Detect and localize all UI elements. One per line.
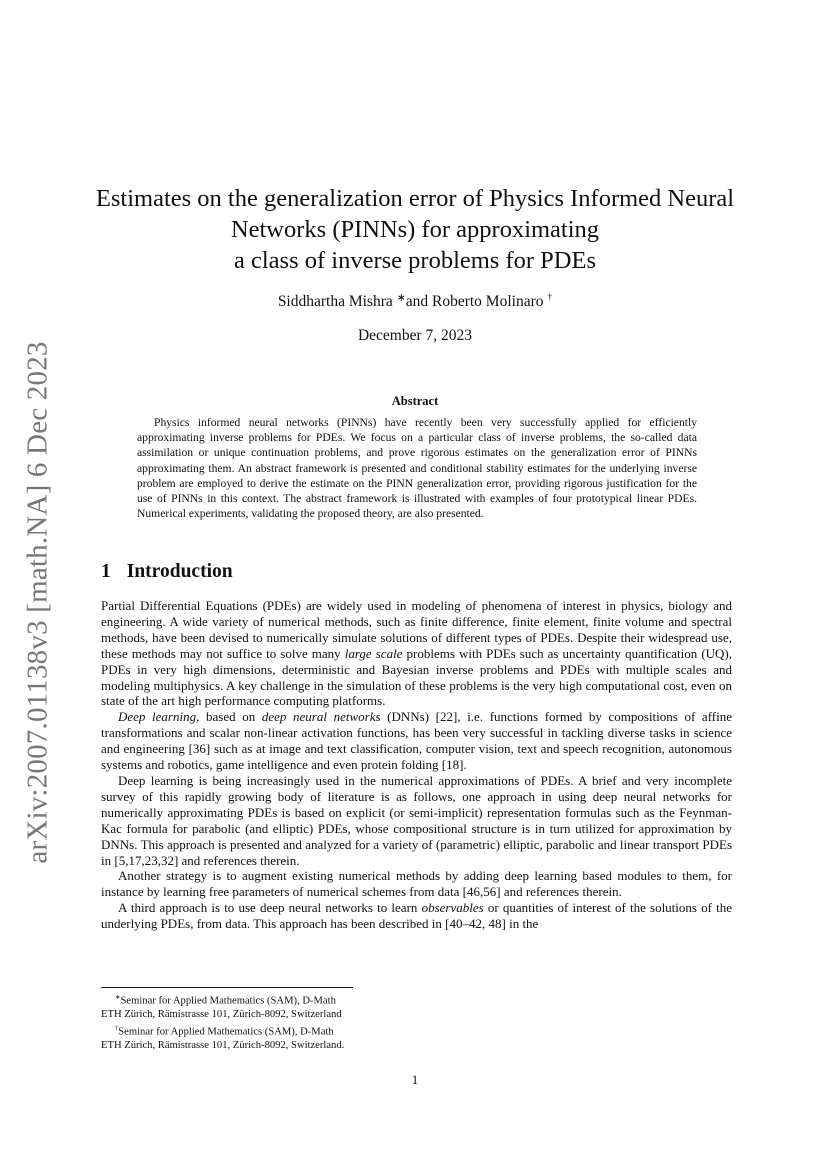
emphasis: large scale <box>344 645 403 661</box>
paragraph <box>101 709 732 773</box>
arxiv-identifier: arXiv:2007.01138v3 [math.NA] 6 Dec 2023 <box>21 341 54 864</box>
abstract-text <box>137 415 697 521</box>
footnote-line <box>101 991 501 1008</box>
footnote-text: Seminar for Applied Mathematics (SAM), D-Math <box>118 1026 334 1038</box>
emphasis: Deep learning <box>118 709 197 725</box>
author-line <box>100 291 730 311</box>
paper-title <box>90 183 740 276</box>
paragraph <box>101 598 732 709</box>
section-number: 1 <box>101 561 111 582</box>
author-footnote-mark: † <box>547 291 553 303</box>
title-line: Estimates on the generalization error of Physics Informed Neural <box>95 185 735 212</box>
text-run: Partial Differential Equations (PDEs) are widely used in modeling of phenomena of interest in physics, biology and engineering. A wide variety of numerical methods, such as finite difference, finite element, finite volume and spectral methods, have been devised to numerically simulate solutions of different types of PDEs. Despite their widespread use, these methods may not suffice to solve many <box>101 598 732 661</box>
abstract-heading: Abstract <box>391 394 439 408</box>
page-number: 1 <box>411 1072 419 1087</box>
text-run: , based on <box>196 709 262 725</box>
arxiv-sidebar <box>16 341 60 864</box>
footnote-mark: ∗ <box>115 994 121 1001</box>
abstract-paragraph: Physics informed neural networks (PINNs) have recently been very successfully applied for efficiently approximating inverse problems for PDEs. We focus on a particular class of inverse problems, the so-called data assimilation or unique continuation problems, and prove rigorous estimates on the generalization error of PINNs approximating them. An abstract framework is presented and conditional stability estimates for the underlying inverse problem are employed to derive the estimate on the PINN generalization error, providing rigorous justification for the use of PINNs in this context. The abstract framework is illustrated with examples of four prototypical linear PDEs. Numerical experiments, validating the proposed theory, are also presented. <box>137 416 697 521</box>
author-molinaro: and Roberto Molinaro <box>405 292 548 310</box>
footnote-line: ETH Zürich, Rämistrasse 101, Zürich-8092, Switzerland. <box>101 1040 345 1052</box>
footnote-text: Seminar for Applied Mathematics (SAM), D-Math <box>120 995 336 1007</box>
body-text <box>101 598 732 932</box>
footnote-line: ETH Zürich, Rämistrasse 101, Zürich-8092, Switzerland <box>101 1009 342 1021</box>
footnote-mark: † <box>115 1024 119 1032</box>
text-run: (DNNs) [22], i.e. functions formed by compositions of affine transformations and scalar non-linear activation functions, has been very successful in tackling diverse tasks in science and engineering [36] such as at image and text classification, computer vision, text and speech recognition, autonomous systems and robotics, game intelligence and even protein folding [18]. <box>101 709 732 773</box>
title-line: Networks (PINNs) for approximating <box>230 216 600 243</box>
title-line: a class of inverse problems for PDEs <box>234 247 596 274</box>
section-heading <box>101 561 233 583</box>
text-run: problems with PDEs such as uncertainty quantification (UQ), PDEs in very high dimensions, deterministic and Bayesian inverse problems and PDEs with multiple scales and modeling multiphysics. A key challenge in the simulation of these problems is the very high computational cost, even on state of the art high performance computing platforms. <box>101 645 733 709</box>
emphasis: observables <box>421 900 484 916</box>
paragraph: Deep learning is being increasingly used in the numerical approximations of PDEs. A brief and very incomplete survey of this rapidly growing body of literature is as follows, one approach in using deep neural networks for numerically approximating PDEs is based on explicit (or semi-implicit) representation formulas such as the Feynman-Kac formula for parabolic (and elliptic) PDEs, whose compositional structure is in turn utilized for approximation by DNNs. This approach is presented and analyzed for a variety of (parametric) elliptic, parabolic and linear transport PDEs in [5,17,23,32] and references therein. <box>101 772 732 868</box>
footnote-rule <box>101 987 353 988</box>
text-run: or quantities of interest of the solutions of the underlying PDEs, from data. This approach has been described in [40–42, 48] in the <box>101 900 732 932</box>
paragraph: Another strategy is to augment existing numerical methods by adding deep learning based modules to them, for instance by learning free parameters of numerical schemes from data [46,56] and references therein. <box>101 868 732 900</box>
footnotes <box>101 991 501 1053</box>
paragraph <box>101 900 732 932</box>
author-footnote-mark: ∗ <box>396 292 406 304</box>
section-title: Introduction <box>126 561 233 582</box>
emphasis: deep neural networks <box>261 709 381 725</box>
footnote-line <box>101 1022 501 1039</box>
text-run: A third approach is to use deep neural networks to learn <box>118 900 422 916</box>
author-mishra: Siddhartha Mishra <box>277 292 397 310</box>
paper-date: December 7, 2023 <box>357 327 473 344</box>
